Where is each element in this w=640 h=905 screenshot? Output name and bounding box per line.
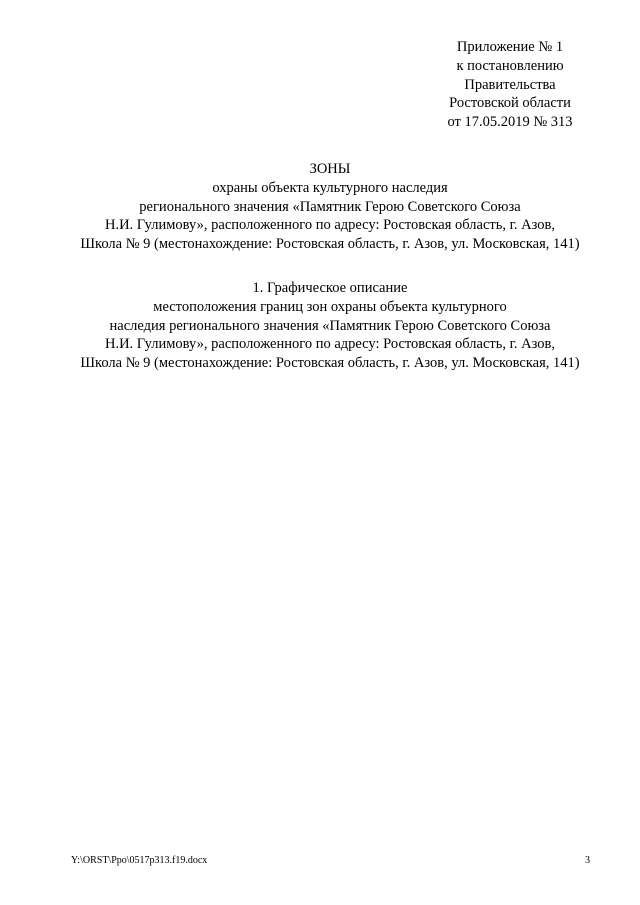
section-line: Школа № 9 (местонахождение: Ростовская область, г. Азов, ул. Московская, 141) xyxy=(80,355,580,372)
section-heading: 1. Графическое описание xyxy=(252,280,408,296)
appendix-line-government: Правительства xyxy=(464,76,556,93)
appendix-line-date-number: от 17.05.2019 № 313 xyxy=(447,114,573,131)
footer-file-path: Y:\ORST\Ppo\0517p313.f19.docx xyxy=(71,855,208,866)
page-number: 3 xyxy=(585,855,590,866)
title-line: охраны объекта культурного наследия xyxy=(212,179,448,196)
document-title xyxy=(20,160,640,254)
title-line: Школа № 9 (местонахождение: Ростовская область, г. Азов, ул. Московская, 141) xyxy=(80,236,580,253)
section-line: местоположения границ зон охраны объекта культурного xyxy=(153,298,507,315)
title-line: регионального значения «Памятник Герою Советского Союза xyxy=(139,198,521,215)
appendix-line-resolution: к постановлению xyxy=(456,57,564,74)
title-heading: ЗОНЫ xyxy=(309,161,351,177)
section-graphic-description xyxy=(20,279,640,373)
section-line: Н.И. Гулимову», расположенного по адресу: Ростовская область, г. Азов, xyxy=(104,336,556,353)
section-line: наследия регионального значения «Памятник Герою Советского Союза xyxy=(109,317,551,334)
appendix-line-region: Ростовской области xyxy=(449,95,571,112)
title-line: Н.И. Гулимову», расположенного по адресу: Ростовская область, г. Азов, xyxy=(104,217,556,234)
appendix-title: Приложение № 1 xyxy=(456,39,564,55)
appendix-header xyxy=(400,38,620,132)
